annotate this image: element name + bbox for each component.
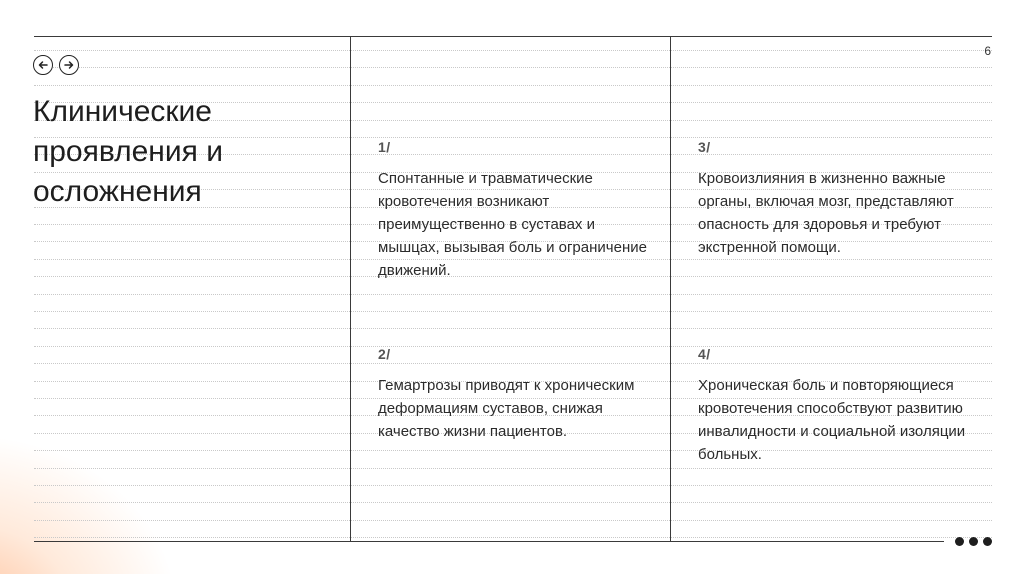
- title-line: Клинические: [33, 95, 212, 128]
- dotted-rule: [34, 85, 992, 86]
- dotted-rule: [34, 50, 992, 51]
- dotted-rule: [34, 502, 992, 503]
- dotted-rule: [34, 485, 992, 486]
- dotted-rule: [34, 311, 992, 312]
- dotted-rule: [34, 294, 992, 295]
- dotted-rule: [34, 67, 992, 68]
- top-rule: [34, 36, 992, 37]
- more-dots-icon[interactable]: [955, 537, 992, 546]
- item-2: [378, 346, 653, 443]
- dot: [969, 537, 978, 546]
- bottom-rule: [34, 541, 944, 542]
- item-text: Хроническая боль и повторяющиеся кровотечения способствуют развитию инвалидности и социальной изоляции больных.: [698, 377, 966, 463]
- item-text: Гемартрозы приводят к хроническим деформациям суставов, снижая качество жизни пациентов.: [378, 377, 635, 440]
- column-divider-2: [670, 36, 671, 542]
- item-1: [378, 139, 653, 282]
- title-line: осложнения: [33, 175, 202, 208]
- dotted-rule: [34, 537, 992, 538]
- dotted-rule: [34, 328, 992, 329]
- orange-glow-decoration: [0, 434, 180, 574]
- slide-title: [33, 92, 333, 212]
- dotted-rule: [34, 520, 992, 521]
- next-slide-button[interactable]: [59, 55, 79, 75]
- dotted-rule: [34, 468, 992, 469]
- title-line: проявления и: [33, 135, 223, 168]
- slide-navigation: [33, 55, 79, 75]
- prev-slide-button[interactable]: [33, 55, 53, 75]
- item-number: 2/: [378, 346, 391, 362]
- item-text: Спонтанные и травматические кровотечения возникают преимущественно в суставах и мышцах, вызывая боль и ограничение движений.: [378, 170, 647, 279]
- dot: [983, 537, 992, 546]
- page-number: 6: [984, 44, 991, 58]
- arrow-left-icon: [37, 59, 49, 71]
- arrow-right-icon: [63, 59, 75, 71]
- item-text: Кровоизлияния в жизненно важные органы, включая мозг, представляют опасность для здоровья и требуют экстренной помощи.: [698, 170, 954, 256]
- item-number: 3/: [698, 139, 711, 155]
- item-4: [698, 346, 973, 466]
- item-3: [698, 139, 990, 259]
- item-number: 1/: [378, 139, 391, 155]
- column-divider-1: [350, 36, 351, 542]
- dot: [955, 537, 964, 546]
- item-number: 4/: [698, 346, 711, 362]
